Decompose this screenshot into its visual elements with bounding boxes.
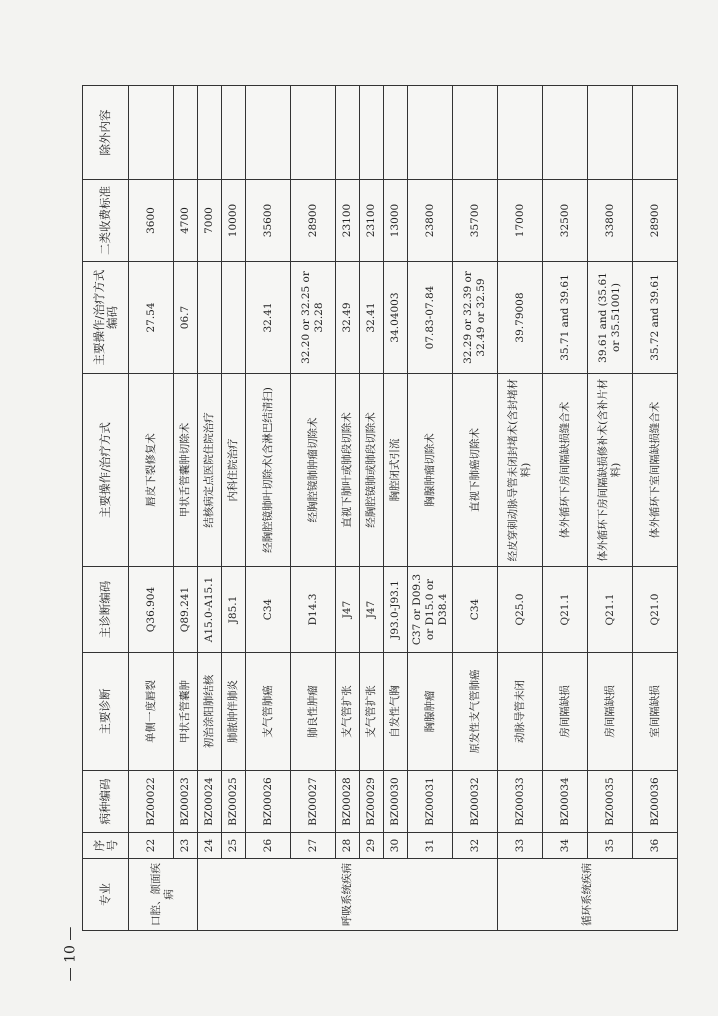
cell-proc-code: 39.61 and (35.61 or 35.51001) <box>588 262 633 374</box>
cell-diagnosis: 单侧一度唇裂 <box>129 653 174 771</box>
cell-exclusion <box>384 86 408 180</box>
cell-no: 36 <box>633 833 678 859</box>
cell-no: 33 <box>498 833 543 859</box>
cell-no: 28 <box>336 833 360 859</box>
cell-no: 22 <box>129 833 174 859</box>
cell-dx-code: Q25.0 <box>498 567 543 653</box>
cell-diagnosis: 动脉导管未闭 <box>498 653 543 771</box>
cell-fee: 17000 <box>498 180 543 262</box>
cell-code: BZ00029 <box>360 771 384 833</box>
cell-diagnosis: 支气管扩张 <box>360 653 384 771</box>
header-exclusion: 除外内容 <box>83 86 129 180</box>
cell-no: 31 <box>408 833 453 859</box>
cell-exclusion <box>498 86 543 180</box>
table-row <box>588 86 633 931</box>
cell-procedure: 胸腔闭式引流 <box>384 374 408 567</box>
cell-fee: 23800 <box>408 180 453 262</box>
cell-procedure: 内科住院治疗 <box>222 374 246 567</box>
cell-procedure: 唇皮下裂修复术 <box>129 374 174 567</box>
cell-code: BZ00035 <box>588 771 633 833</box>
header-proc-code: 主要操作/治疗方式编码 <box>83 262 129 374</box>
cell-proc-code <box>222 262 246 374</box>
cell-no: 25 <box>222 833 246 859</box>
rotated-table-container <box>82 86 661 931</box>
cell-fee: 23100 <box>336 180 360 262</box>
cell-dx-code: J93.0-J93.1 <box>384 567 408 653</box>
cell-code: BZ00028 <box>336 771 360 833</box>
table-row <box>408 86 453 931</box>
header-procedure: 主要操作/治疗方式 <box>83 374 129 567</box>
cell-exclusion <box>336 86 360 180</box>
cell-no: 23 <box>174 833 198 859</box>
header-dx-code: 主诊断编码 <box>83 567 129 653</box>
cell-procedure: 体外循环下室间隔缺损缝合术 <box>633 374 678 567</box>
cell-dx-code: J85.1 <box>222 567 246 653</box>
cell-proc-code: 35.72 and 39.61 <box>633 262 678 374</box>
table-row <box>336 86 360 931</box>
table-row <box>198 86 222 931</box>
cell-no: 26 <box>246 833 291 859</box>
header-no: 序号 <box>83 833 129 859</box>
cell-proc-code: 06.7 <box>174 262 198 374</box>
table-row <box>246 86 291 931</box>
cell-fee: 33800 <box>588 180 633 262</box>
cell-no: 34 <box>543 833 588 859</box>
cell-dx-code: Q21.0 <box>633 567 678 653</box>
cell-code: BZ00036 <box>633 771 678 833</box>
cell-proc-code: 34.04003 <box>384 262 408 374</box>
cell-procedure: 经胸腔镜肺叶切除术(含淋巴结清扫) <box>246 374 291 567</box>
cell-code: BZ00034 <box>543 771 588 833</box>
cell-dx-code: J47 <box>360 567 384 653</box>
cell-diagnosis: 肺脓肿伴肺炎 <box>222 653 246 771</box>
cell-diagnosis: 房间隔缺损 <box>543 653 588 771</box>
cell-fee: 13000 <box>384 180 408 262</box>
cell-diagnosis: 初治涂阳肺结核 <box>198 653 222 771</box>
cell-diagnosis: 胸腺肿瘤 <box>408 653 453 771</box>
table-row <box>543 86 588 931</box>
table-row <box>453 86 498 931</box>
specialty-cell: 口腔、颌面疾病 <box>129 859 198 931</box>
cell-fee: 4700 <box>174 180 198 262</box>
cell-no: 32 <box>453 833 498 859</box>
page-number-text: — 10 — <box>62 926 78 982</box>
cell-diagnosis: 室间隔缺损 <box>633 653 678 771</box>
cell-procedure: 胸腺肿瘤切除术 <box>408 374 453 567</box>
header-row <box>83 86 129 931</box>
cell-code: BZ00023 <box>174 771 198 833</box>
cell-dx-code: C34 <box>246 567 291 653</box>
cell-dx-code: C37 or D09.3 or D15.0 or D38.4 <box>408 567 453 653</box>
cell-fee: 28900 <box>291 180 336 262</box>
cell-proc-code: 32.20 or 32.25 or 32.28 <box>291 262 336 374</box>
table-row <box>360 86 384 931</box>
cell-procedure: 直视下肺癌切除术 <box>453 374 498 567</box>
cell-fee: 35700 <box>453 180 498 262</box>
cell-no: 24 <box>198 833 222 859</box>
table-row <box>498 86 543 931</box>
cell-no: 35 <box>588 833 633 859</box>
cell-exclusion <box>198 86 222 180</box>
cell-procedure: 体外循环下房间隔缺损修补术(含补片材料) <box>588 374 633 567</box>
cell-diagnosis: 肺良性肿瘤 <box>291 653 336 771</box>
cell-code: BZ00027 <box>291 771 336 833</box>
table-row <box>222 86 246 931</box>
cell-dx-code: D14.3 <box>291 567 336 653</box>
table-row <box>174 86 198 931</box>
cell-procedure: 甲状舌管囊肿切除术 <box>174 374 198 567</box>
cell-code: BZ00022 <box>129 771 174 833</box>
header-diagnosis: 主要诊断 <box>83 653 129 771</box>
cell-procedure: 经皮穿刺动脉导管未闭封堵术(含封堵材料) <box>498 374 543 567</box>
cell-exclusion <box>291 86 336 180</box>
cell-dx-code: C34 <box>453 567 498 653</box>
cell-exclusion <box>222 86 246 180</box>
cell-proc-code: 07.83-07.84 <box>408 262 453 374</box>
cell-proc-code: 32.49 <box>336 262 360 374</box>
cell-code: BZ00033 <box>498 771 543 833</box>
cell-diagnosis: 房间隔缺损 <box>588 653 633 771</box>
disease-fee-table <box>82 85 678 931</box>
cell-dx-code: Q21.1 <box>543 567 588 653</box>
cell-proc-code: 32.29 or 32.39 or 32.49 or 32.59 <box>453 262 498 374</box>
cell-diagnosis: 支气管扩张 <box>336 653 360 771</box>
table-row <box>384 86 408 931</box>
cell-exclusion <box>633 86 678 180</box>
cell-procedure: 体外循环下房间隔缺损缝合术 <box>543 374 588 567</box>
cell-code: BZ00031 <box>408 771 453 833</box>
cell-proc-code: 32.41 <box>360 262 384 374</box>
cell-procedure: 结核病定点医院住院治疗 <box>198 374 222 567</box>
cell-exclusion <box>453 86 498 180</box>
cell-exclusion <box>543 86 588 180</box>
cell-fee: 3600 <box>129 180 174 262</box>
specialty-cell: 呼吸系统疾病 <box>198 859 498 931</box>
cell-fee: 23100 <box>360 180 384 262</box>
cell-code: BZ00030 <box>384 771 408 833</box>
cell-proc-code <box>198 262 222 374</box>
cell-exclusion <box>129 86 174 180</box>
cell-exclusion <box>174 86 198 180</box>
cell-exclusion <box>588 86 633 180</box>
cell-fee: 32500 <box>543 180 588 262</box>
cell-dx-code: J47 <box>336 567 360 653</box>
header-fee: 二类收费标准 <box>83 180 129 262</box>
cell-fee: 7000 <box>198 180 222 262</box>
cell-exclusion <box>360 86 384 180</box>
cell-code: BZ00032 <box>453 771 498 833</box>
cell-fee: 28900 <box>633 180 678 262</box>
cell-dx-code: Q21.1 <box>588 567 633 653</box>
header-code: 病种编码 <box>83 771 129 833</box>
table-row <box>129 86 174 931</box>
table-row <box>291 86 336 931</box>
cell-diagnosis: 支气管肺癌 <box>246 653 291 771</box>
cell-diagnosis: 原发性支气管肺癌 <box>453 653 498 771</box>
cell-no: 30 <box>384 833 408 859</box>
cell-fee: 10000 <box>222 180 246 262</box>
cell-dx-code: Q89.241 <box>174 567 198 653</box>
table-row <box>633 86 678 931</box>
header-specialty: 专业 <box>83 859 129 931</box>
specialty-cell: 循环系统疾病 <box>498 859 678 931</box>
cell-dx-code: Q36.904 <box>129 567 174 653</box>
cell-proc-code: 39.79008 <box>498 262 543 374</box>
cell-diagnosis: 甲状舌管囊肿 <box>174 653 198 771</box>
cell-procedure: 经胸腔镜肺肿瘤切除术 <box>291 374 336 567</box>
cell-no: 29 <box>360 833 384 859</box>
cell-proc-code: 27.54 <box>129 262 174 374</box>
cell-code: BZ00025 <box>222 771 246 833</box>
cell-dx-code: A15.0-A15.1 <box>198 567 222 653</box>
cell-procedure: 直视下肺叶或肺段切除术 <box>336 374 360 567</box>
cell-fee: 35600 <box>246 180 291 262</box>
cell-no: 27 <box>291 833 336 859</box>
cell-proc-code: 35.71 and 39.61 <box>543 262 588 374</box>
cell-procedure: 经胸腔镜肺或肺段切除术 <box>360 374 384 567</box>
cell-exclusion <box>246 86 291 180</box>
cell-diagnosis: 自发性气胸 <box>384 653 408 771</box>
cell-proc-code: 32.41 <box>246 262 291 374</box>
cell-code: BZ00026 <box>246 771 291 833</box>
cell-exclusion <box>408 86 453 180</box>
cell-code: BZ00024 <box>198 771 222 833</box>
page-number <box>60 914 80 994</box>
